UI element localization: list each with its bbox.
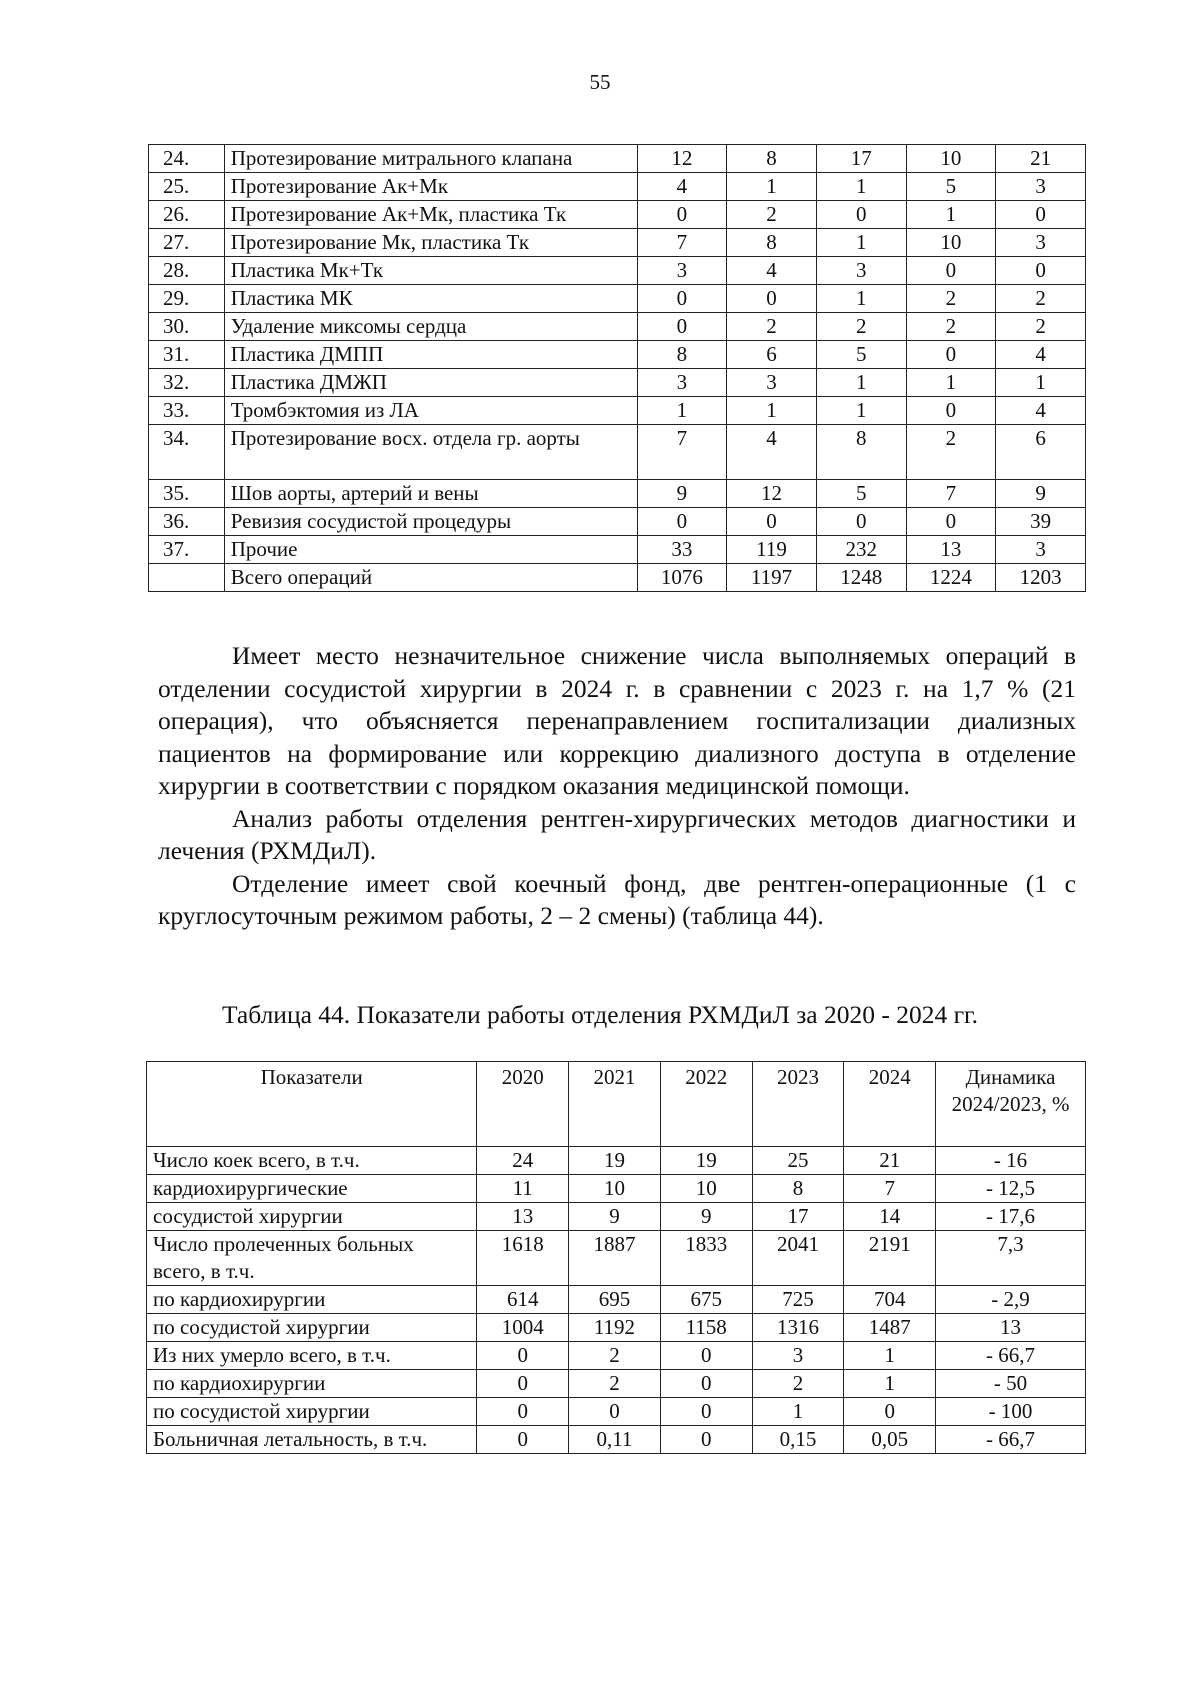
operation-count: 4 [996, 397, 1086, 425]
operation-count: 3 [816, 257, 906, 285]
table-row [149, 201, 1086, 229]
indicator-value: 19 [569, 1147, 661, 1175]
indicator-value: 1004 [477, 1314, 569, 1342]
operation-name: Тромбэктомия из ЛА [224, 397, 637, 425]
indicator-value: 675 [660, 1286, 752, 1314]
operation-name: Протезирование митрального клапана [224, 145, 637, 173]
indicator-dynamics: - 2,9 [936, 1286, 1086, 1314]
table-row [149, 341, 1086, 369]
indicator-value: 1 [844, 1342, 936, 1370]
header-year-2020: 2020 [477, 1062, 569, 1147]
operation-count: 9 [996, 480, 1086, 508]
table-44-caption: Таблица 44. Показатели работы отделения РХМДиЛ за 2020 - 2024 гг. [221, 1000, 979, 1029]
indicator-value: 21 [844, 1147, 936, 1175]
operation-count: 12 [637, 145, 727, 173]
table-row [149, 536, 1086, 564]
operation-count: 1 [996, 369, 1086, 397]
indicator-value: 10 [660, 1175, 752, 1203]
operation-name: Протезирование восх. отдела гр. аорты [224, 425, 637, 480]
row-number: 27. [149, 229, 225, 257]
table-row [147, 1286, 1086, 1314]
operation-count: 0 [727, 508, 817, 536]
operation-count: 1 [816, 369, 906, 397]
row-number [149, 564, 225, 592]
indicator-dynamics: - 66,7 [936, 1426, 1086, 1454]
operation-count: 119 [727, 536, 817, 564]
operation-name: Удаление миксомы сердца [224, 313, 637, 341]
indicator-value: 9 [569, 1203, 661, 1231]
operation-count: 1 [906, 201, 996, 229]
operation-count: 6 [996, 425, 1086, 480]
table-row [149, 369, 1086, 397]
operation-count: 3 [727, 369, 817, 397]
operation-count: 7 [637, 229, 727, 257]
operation-count: 0 [816, 201, 906, 229]
indicator-label: кардиохирургические [147, 1175, 477, 1203]
operation-name: Пластика ДМЖП [224, 369, 637, 397]
indicator-value: 3 [752, 1342, 844, 1370]
indicator-value: 1833 [660, 1231, 752, 1286]
operation-count: 3 [996, 173, 1086, 201]
operation-count: 7 [906, 480, 996, 508]
indicators-table-body [147, 1147, 1086, 1454]
operation-count: 1 [816, 229, 906, 257]
operation-count: 1203 [996, 564, 1086, 592]
operation-count: 4 [727, 425, 817, 480]
indicator-value: 1 [844, 1370, 936, 1398]
page-number: 55 [589, 70, 611, 94]
operation-count: 3 [996, 229, 1086, 257]
header-year-2023: 2023 [752, 1062, 844, 1147]
operation-count: 0 [996, 257, 1086, 285]
row-number: 29. [149, 285, 225, 313]
indicator-label: по кардиохирургии [147, 1370, 477, 1398]
indicator-value: 25 [752, 1147, 844, 1175]
table-row [149, 564, 1086, 592]
operation-count: 0 [637, 313, 727, 341]
operation-count: 39 [996, 508, 1086, 536]
indicator-label: по сосудистой хирургии [147, 1398, 477, 1426]
operation-count: 17 [816, 145, 906, 173]
table-row [147, 1398, 1086, 1426]
operation-count: 0 [637, 285, 727, 313]
operation-count: 1 [637, 397, 727, 425]
operation-name: Всего операций [224, 564, 637, 592]
table-row [147, 1342, 1086, 1370]
indicator-value: 24 [477, 1147, 569, 1175]
indicator-value: 0 [660, 1370, 752, 1398]
row-number: 28. [149, 257, 225, 285]
indicator-value: 0 [477, 1342, 569, 1370]
indicator-value: 725 [752, 1286, 844, 1314]
indicator-value: 0 [477, 1426, 569, 1454]
operation-count: 5 [816, 480, 906, 508]
header-year-2022: 2022 [660, 1062, 752, 1147]
operation-count: 4 [727, 257, 817, 285]
table-row [149, 480, 1086, 508]
operation-count: 2 [906, 285, 996, 313]
operation-count: 0 [906, 257, 996, 285]
operation-count: 8 [816, 425, 906, 480]
header-indicators: Показатели [147, 1062, 477, 1147]
indicator-value: 2041 [752, 1231, 844, 1286]
operation-count: 0 [637, 201, 727, 229]
indicator-value: 1487 [844, 1314, 936, 1342]
table-row [149, 397, 1086, 425]
table-row [147, 1426, 1086, 1454]
table-row [147, 1370, 1086, 1398]
table-row [149, 508, 1086, 536]
operation-name: Протезирование Ак+Мк [224, 173, 637, 201]
indicator-dynamics: - 100 [936, 1398, 1086, 1426]
indicator-label: по кардиохирургии [147, 1286, 477, 1314]
row-number: 37. [149, 536, 225, 564]
indicator-value: 10 [569, 1175, 661, 1203]
operation-name: Пластика МК [224, 285, 637, 313]
indicator-value: 17 [752, 1203, 844, 1231]
indicator-value: 695 [569, 1286, 661, 1314]
table-row [149, 285, 1086, 313]
indicator-value: 2 [569, 1342, 661, 1370]
indicator-value: 13 [477, 1203, 569, 1231]
operation-count: 0 [906, 508, 996, 536]
indicator-value: 0 [569, 1398, 661, 1426]
indicator-value: 0 [477, 1398, 569, 1426]
indicator-dynamics: - 50 [936, 1370, 1086, 1398]
indicator-value: 0 [660, 1398, 752, 1426]
table-row [147, 1147, 1086, 1175]
operation-count: 1 [816, 173, 906, 201]
operation-count: 10 [906, 145, 996, 173]
operation-name: Ревизия сосудистой процедуры [224, 508, 637, 536]
indicator-value: 1192 [569, 1314, 661, 1342]
operation-count: 33 [637, 536, 727, 564]
operation-count: 8 [727, 145, 817, 173]
indicator-label: Число пролеченных больных всего, в т.ч. [147, 1231, 477, 1286]
operation-count: 2 [906, 425, 996, 480]
paragraph-rhmdil-analysis: Анализ работы отделения рентген-хирургических методов диагностики и лечения (РХМДиЛ). [158, 803, 1076, 865]
operation-name: Протезирование Ак+Мк, пластика Тк [224, 201, 637, 229]
operation-name: Протезирование Мк, пластика Тк [224, 229, 637, 257]
row-number: 34. [149, 425, 225, 480]
operation-name: Пластика ДМПП [224, 341, 637, 369]
indicator-label: Больничная летальность, в т.ч. [147, 1426, 477, 1454]
operation-count: 2 [727, 201, 817, 229]
operation-count: 1 [816, 397, 906, 425]
operation-name: Прочие [224, 536, 637, 564]
operation-count: 3 [637, 369, 727, 397]
operation-count: 12 [727, 480, 817, 508]
indicator-value: 14 [844, 1203, 936, 1231]
operation-count: 1 [727, 173, 817, 201]
operation-name: Пластика Мк+Тк [224, 257, 637, 285]
indicator-value: 2191 [844, 1231, 936, 1286]
operation-count: 6 [727, 341, 817, 369]
indicator-value: 0 [660, 1426, 752, 1454]
indicator-value: 1618 [477, 1231, 569, 1286]
indicator-label: Из них умерло всего, в т.ч. [147, 1342, 477, 1370]
operation-count: 8 [727, 229, 817, 257]
body-text [158, 640, 1076, 933]
indicator-value: 1 [752, 1398, 844, 1426]
indicator-value: 19 [660, 1147, 752, 1175]
indicator-value: 0,05 [844, 1426, 936, 1454]
table-row [149, 173, 1086, 201]
indicator-value: 0 [844, 1398, 936, 1426]
operation-count: 3 [996, 536, 1086, 564]
table-row [149, 229, 1086, 257]
indicator-dynamics: 7,3 [936, 1231, 1086, 1286]
operation-count: 0 [727, 285, 817, 313]
operation-count: 4 [996, 341, 1086, 369]
indicator-value: 7 [844, 1175, 936, 1203]
operation-count: 1 [816, 285, 906, 313]
row-number: 26. [149, 201, 225, 229]
indicator-value: 0 [660, 1342, 752, 1370]
row-number: 31. [149, 341, 225, 369]
indicators-table [146, 1061, 1086, 1454]
indicator-value: 1158 [660, 1314, 752, 1342]
paragraph-department-facilities: Отделение имеет свой коечный фонд, две рентген-операционные (1 с круглосуточным режимом работы, 2 – 2 смены) (таблица 44). [158, 868, 1076, 930]
operation-count: 2 [906, 313, 996, 341]
operation-count: 1 [727, 397, 817, 425]
indicator-dynamics: - 12,5 [936, 1175, 1086, 1203]
operation-count: 7 [637, 425, 727, 480]
operation-count: 232 [816, 536, 906, 564]
header-year-2021: 2021 [569, 1062, 661, 1147]
operations-table [148, 144, 1086, 592]
table-row [147, 1314, 1086, 1342]
indicator-dynamics: - 66,7 [936, 1342, 1086, 1370]
operation-count: 5 [906, 173, 996, 201]
operation-count: 21 [996, 145, 1086, 173]
row-number: 32. [149, 369, 225, 397]
operations-table-body [149, 145, 1086, 592]
operation-count: 2 [996, 313, 1086, 341]
indicator-value: 1887 [569, 1231, 661, 1286]
indicator-value: 2 [752, 1370, 844, 1398]
indicator-value: 0,11 [569, 1426, 661, 1454]
operation-count: 10 [906, 229, 996, 257]
operation-count: 1 [906, 369, 996, 397]
operation-count: 2 [727, 313, 817, 341]
indicator-value: 0,15 [752, 1426, 844, 1454]
indicator-label: сосудистой хирургии [147, 1203, 477, 1231]
operation-count: 9 [637, 480, 727, 508]
operation-name: Шов аорты, артерий и вены [224, 480, 637, 508]
row-number: 30. [149, 313, 225, 341]
operation-count: 2 [996, 285, 1086, 313]
table-row [149, 313, 1086, 341]
table-row [149, 425, 1086, 480]
table-row [147, 1203, 1086, 1231]
indicator-value: 1316 [752, 1314, 844, 1342]
indicator-label: по сосудистой хирургии [147, 1314, 477, 1342]
indicator-value: 0 [477, 1370, 569, 1398]
indicator-value: 11 [477, 1175, 569, 1203]
indicator-dynamics: 13 [936, 1314, 1086, 1342]
indicator-value: 704 [844, 1286, 936, 1314]
paragraph-operations-decline: Имеет место незначительное снижение числа выполняемых операций в отделении сосудистой хирургии в 2024 г. в сравнении с 2023 г. на 1,7 % (21 операция), что объясняется перенаправлением госпитализации диализных пациентов на формирование или коррекцию диализного доступа в отделение хирургии в соответствии с порядком оказания медицинской помощи. [158, 641, 1076, 800]
table-row [149, 257, 1086, 285]
operation-count: 5 [816, 341, 906, 369]
operation-count: 1224 [906, 564, 996, 592]
operation-count: 13 [906, 536, 996, 564]
operation-count: 1248 [816, 564, 906, 592]
operation-count: 0 [996, 201, 1086, 229]
row-number: 25. [149, 173, 225, 201]
operation-count: 4 [637, 173, 727, 201]
indicator-label: Число коек всего, в т.ч. [147, 1147, 477, 1175]
indicator-value: 8 [752, 1175, 844, 1203]
table-row [147, 1231, 1086, 1286]
row-number: 33. [149, 397, 225, 425]
indicator-dynamics: - 17,6 [936, 1203, 1086, 1231]
table-row [149, 145, 1086, 173]
operation-count: 0 [906, 341, 996, 369]
row-number: 24. [149, 145, 225, 173]
row-number: 35. [149, 480, 225, 508]
operation-count: 1076 [637, 564, 727, 592]
indicator-value: 614 [477, 1286, 569, 1314]
indicator-dynamics: - 16 [936, 1147, 1086, 1175]
indicator-value: 9 [660, 1203, 752, 1231]
operation-count: 8 [637, 341, 727, 369]
row-number: 36. [149, 508, 225, 536]
operation-count: 3 [637, 257, 727, 285]
table-row [147, 1175, 1086, 1203]
indicators-header-row [147, 1062, 1086, 1147]
operation-count: 0 [637, 508, 727, 536]
operation-count: 0 [816, 508, 906, 536]
operation-count: 1197 [727, 564, 817, 592]
indicator-value: 2 [569, 1370, 661, 1398]
header-dynamics: Динамика 2024/2023, % [936, 1062, 1086, 1147]
operation-count: 2 [816, 313, 906, 341]
operation-count: 0 [906, 397, 996, 425]
header-year-2024: 2024 [844, 1062, 936, 1147]
